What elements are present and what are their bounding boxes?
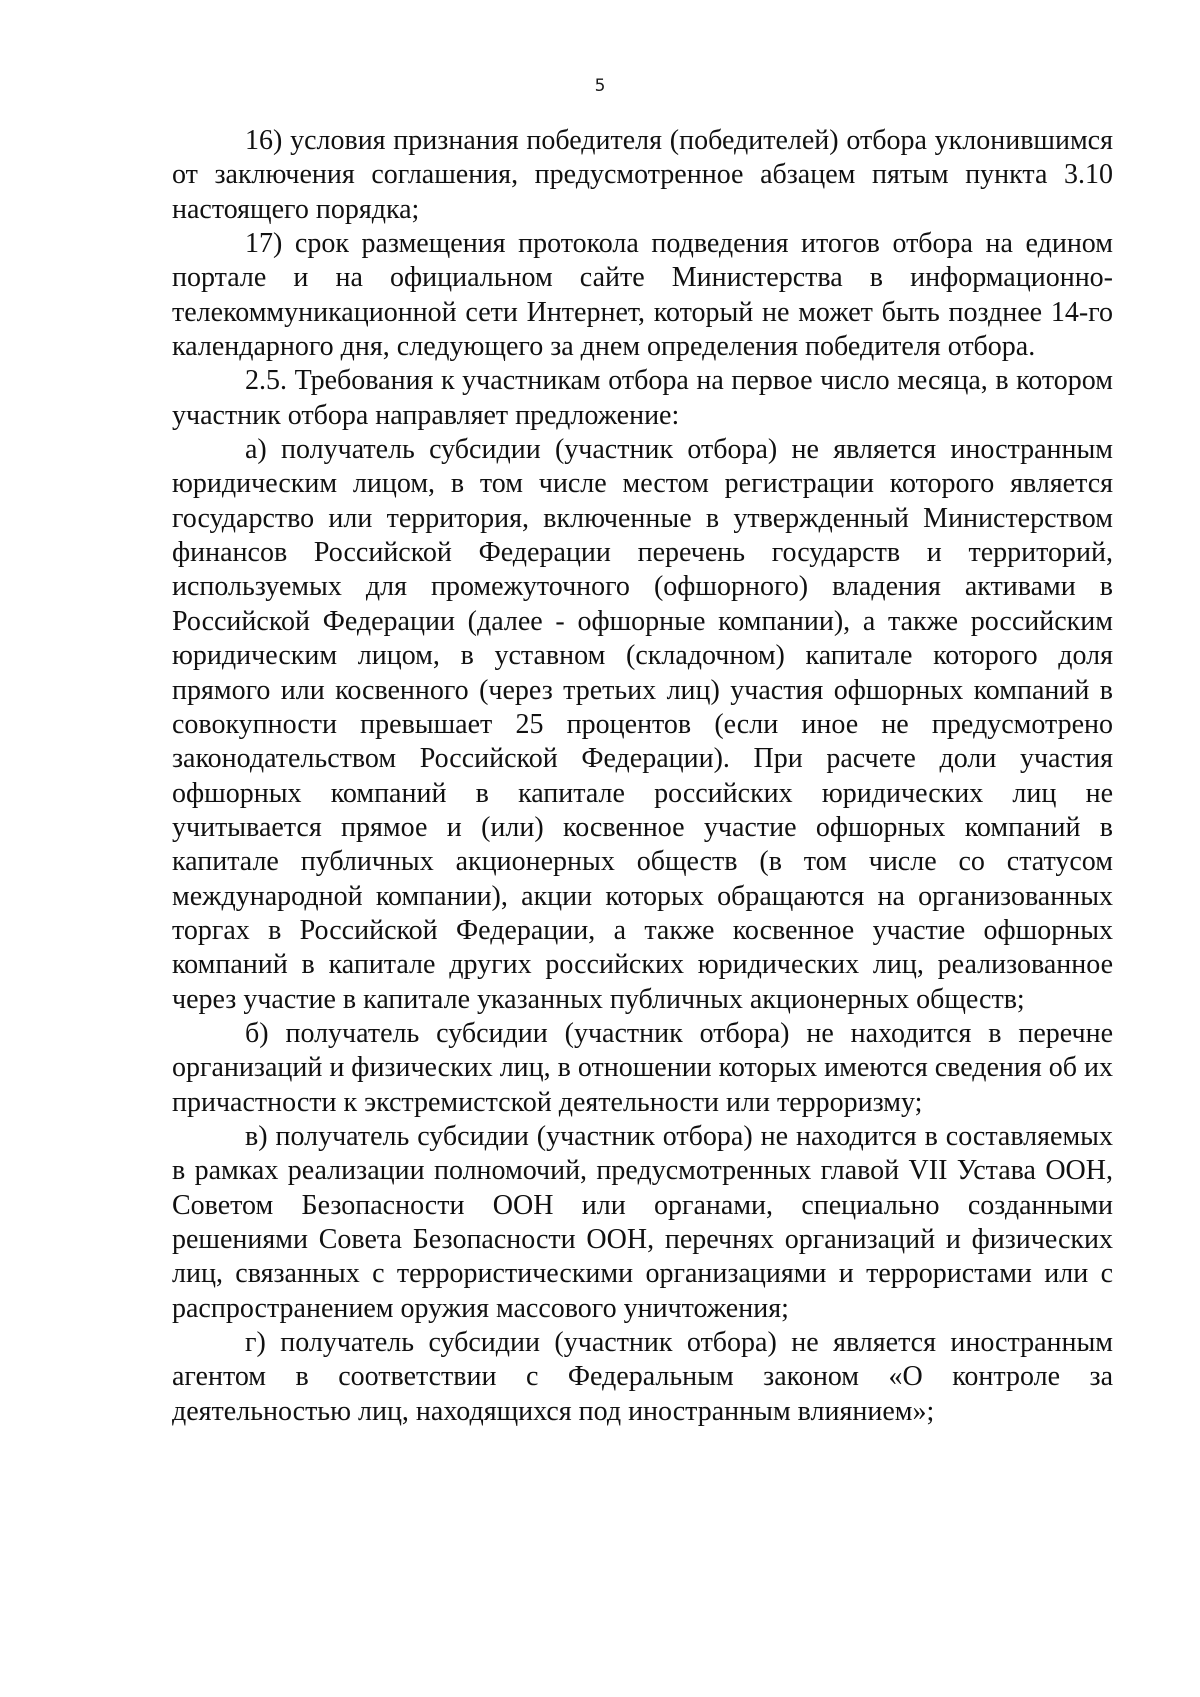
paragraph-requirement-a: а) получатель субсидии (участник отбора) не является иностранным юридическим лицом, в том числе местом регистрации которого является государство или территория, включенные в утвержденный Министерством финансов Российской Федерации перечень государств и территорий, используемых для промежуточного (офшорного) владения активами в Российской Федерации (далее - офшорные компании), а также российским юридическим лицом, в уставном (складочном) капитале которого доля прямого или косвенного (через третьих лиц) участия офшорных компаний в совокупности превышает 25 процентов (если иное не предусмотрено законодательством Российской Федерации). При расчете доли участия офшорных компаний в капитале российских юридических лиц не учитывается прямое и (или) косвенное участие офшорных компаний в капитале публичных акционерных обществ (в том числе со статусом международной компании), акции которых обращаются на организованных торгах в Российской Федерации, а также косвенное участие офшорных компаний в капитале других российских юридических лиц, реализованное через участие в капитале указанных публичных акционерных обществ;: [172, 434, 1113, 1015]
paragraph-section-2-5: 2.5. Требования к участникам отбора на первое число месяца, в котором участник отбора направляет предложение:: [172, 365, 1113, 431]
document-body: [172, 124, 1113, 1429]
paragraph-requirement-b: б) получатель субсидии (участник отбора) не находится в перечне организаций и физических лиц, в отношении которых имеются сведения об их причастности к экстремистской деятельности или терроризму;: [172, 1017, 1114, 1118]
paragraph-requirement-g: г) получатель субсидии (участник отбора) не является иностранным агентом в соответствии с Федеральным законом «О контроле за деятельностью лиц, находящихся под иностранным влиянием»;: [172, 1327, 1113, 1427]
paragraph-requirement-v: в) получатель субсидии (участник отбора) не находится в составляемых в рамках реализации полномочий, предусмотренных главой VII Устава ООН, Советом Безопасности ООН или органами, специально созданными решениями Совета Безопасности ООН, перечнях организаций и физических лиц, связанных с террористическими организациями и террористами или с распространением оружия массового уничтожения;: [172, 1120, 1113, 1324]
page-number: 5: [594, 76, 606, 96]
paragraph-item-17: 17) срок размещения протокола подведения итогов отбора на едином портале и на официальном сайте Министерства в информационно-телекоммуникационной сети Интернет, который не может быть позднее 14-го календарного дня, следующего за днем определения победителя отбора.: [172, 228, 1113, 363]
paragraph-item-16: 16) условия признания победителя (победителей) отбора уклонившимся от заключения соглашения, предусмотренное абзацем пятым пункта 3.10 настоящего порядка;: [172, 125, 1113, 225]
